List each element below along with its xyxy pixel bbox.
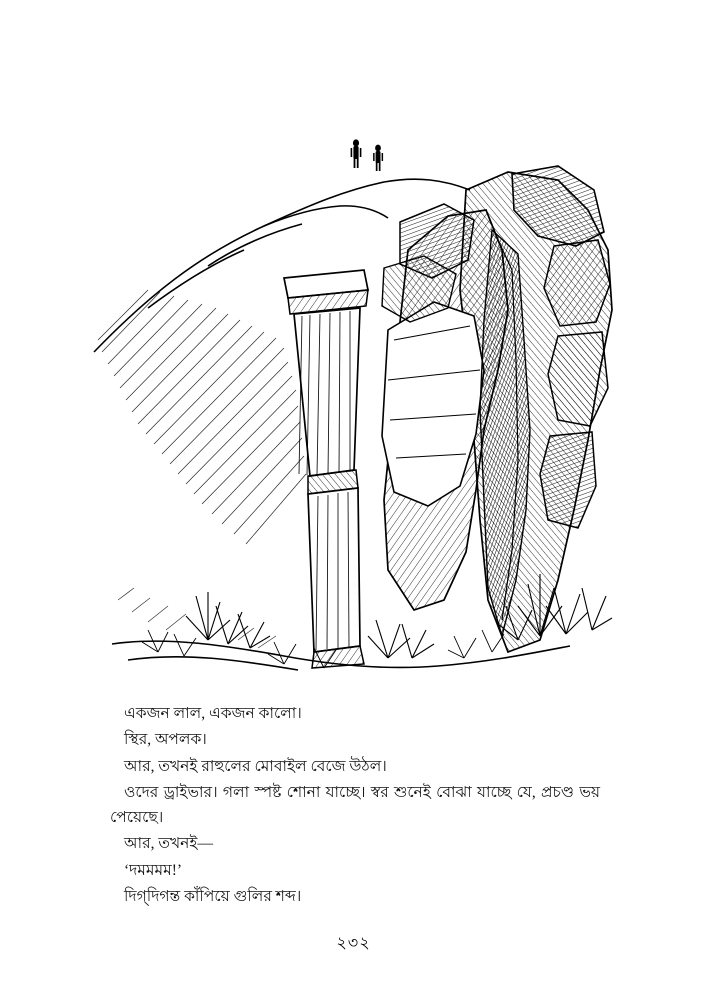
body-text [110,702,604,912]
rock-outcrop [382,166,612,652]
body-line-2: স্থির, অপলক। [124,731,207,749]
two-figures-on-ridge [351,139,384,171]
illustration-drawing [88,40,618,680]
hillside-hatching [98,290,306,544]
body-line-4: ওদের ড্রাইভার। গলা স্পষ্ট শোনা যাচ্ছে। স্বর শুনেই বোঝা যাচ্ছে যে, প্রচণ্ড ভয় পেয়েছে। [110,784,604,826]
body-line-7: দিগ্‌দিগন্ত কাঁপিয়ে গুলির শব্দ। [124,888,302,906]
page-number: ২৩২ [336,935,371,952]
body-line-1: একজন লাল, একজন কালো। [124,705,302,722]
body-line-3: আর, তখনই রাহুলের মোবাইল বেজে উঠল। [124,757,387,775]
chapter-illustration [88,40,618,680]
body-line-5: আর, তখনই— [124,835,213,853]
body-line-6: ‘দমমমম!’ [124,861,183,879]
broken-stone-column [284,270,368,668]
slope-texture [118,588,276,648]
